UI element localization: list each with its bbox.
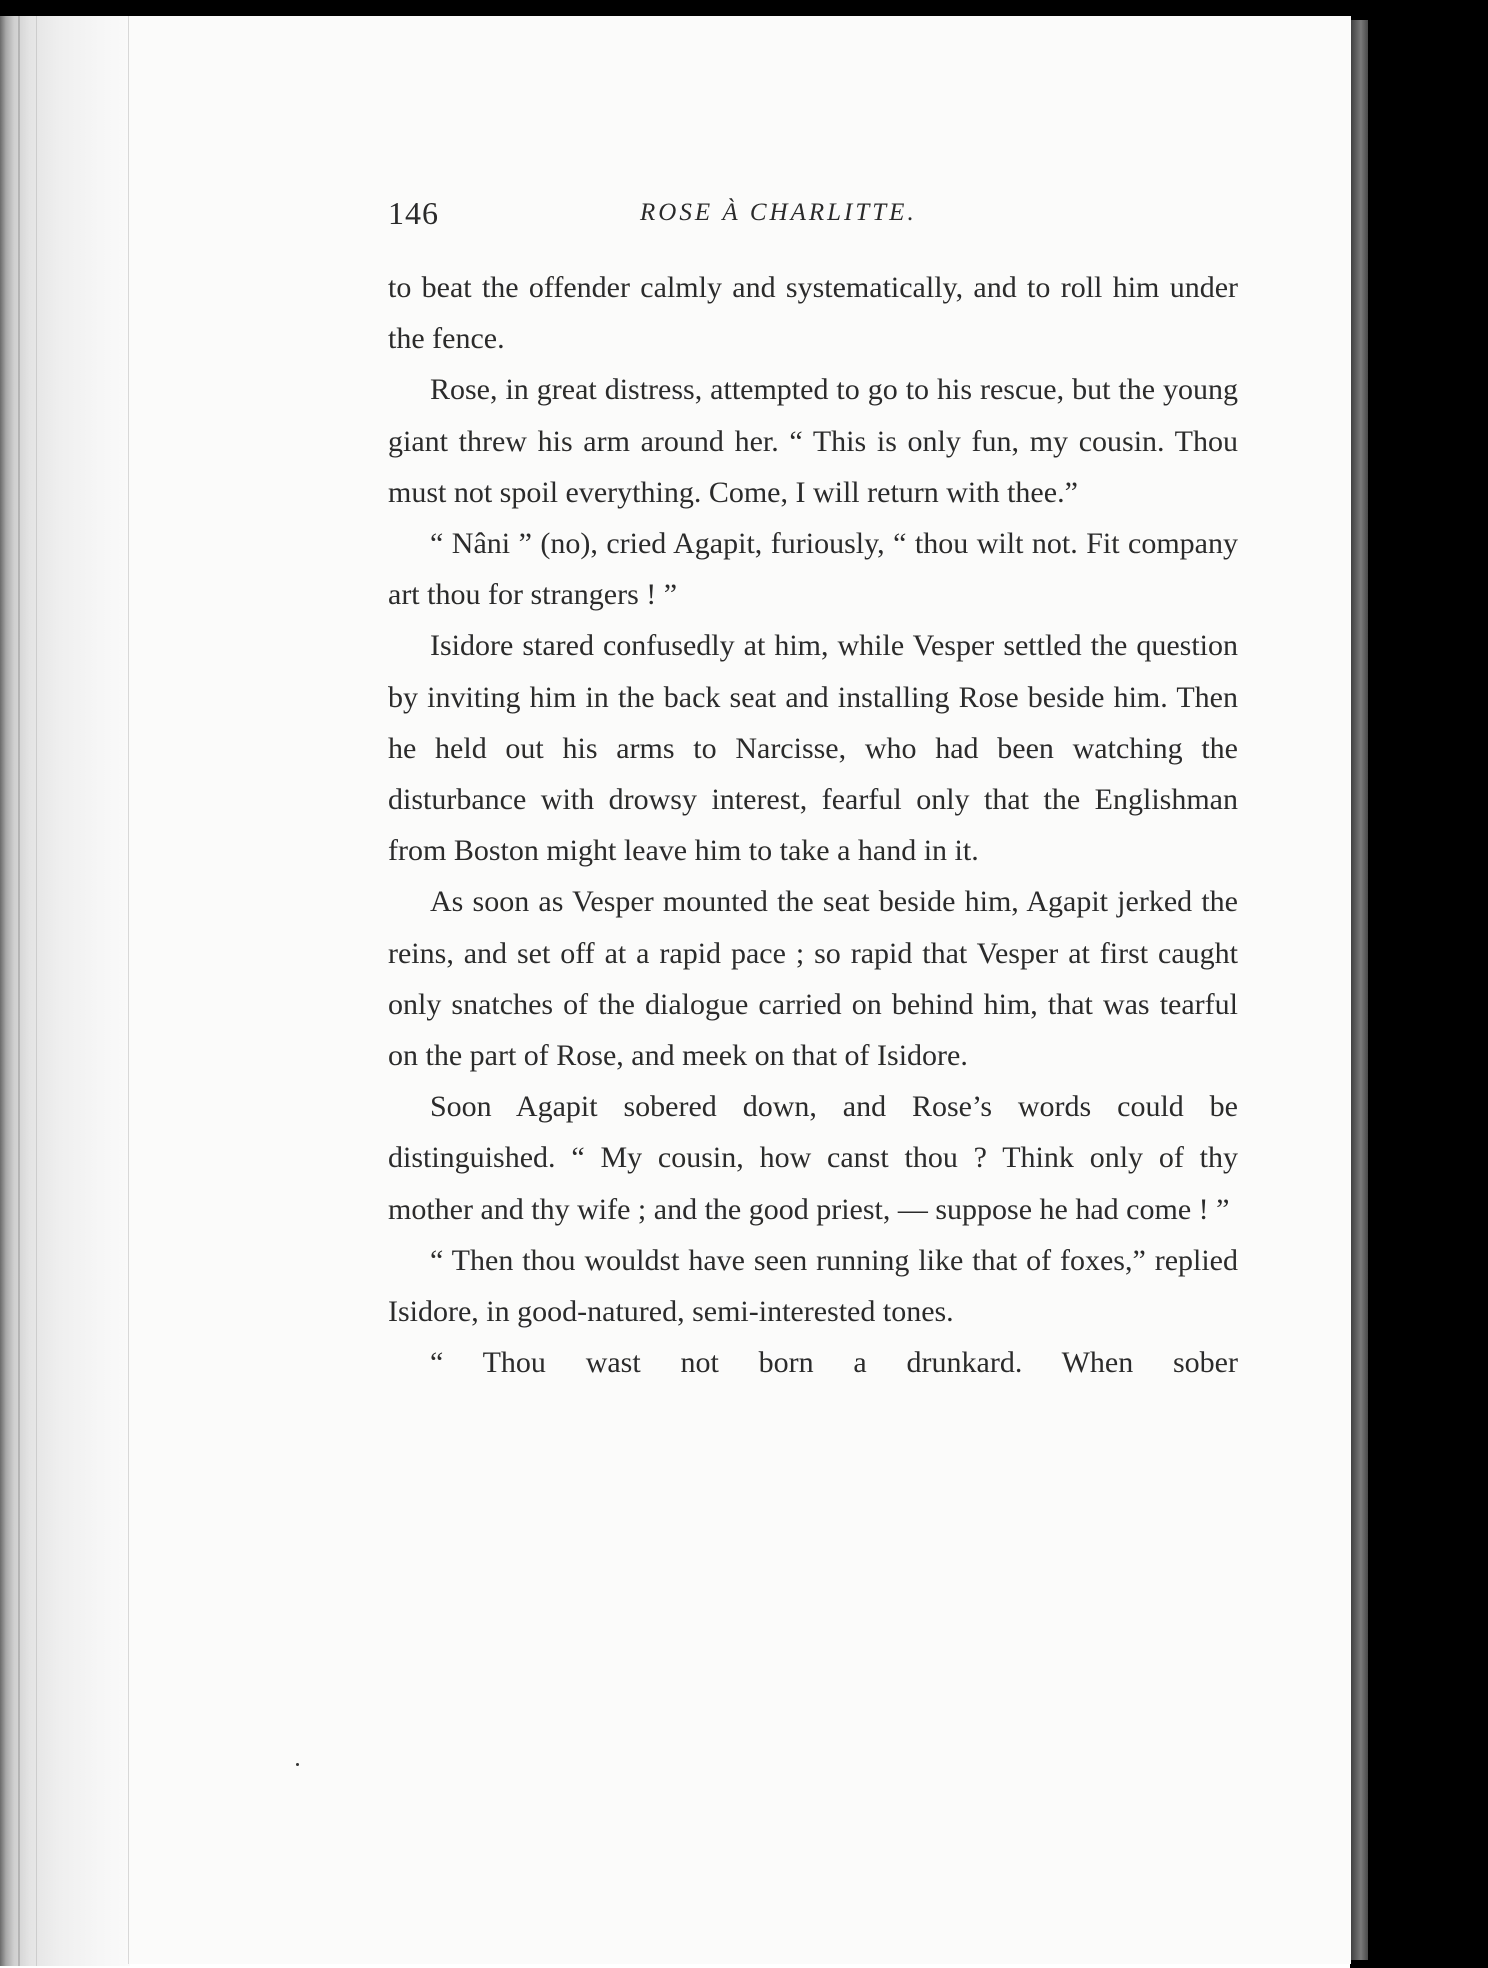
- page-header: [388, 195, 1238, 235]
- paragraph: As soon as Vesper mounted the seat beside him, Agapit jerked the reins, and set off at a rapid pace ; so rapid that Vesper at first caught only snatches of the dialogue carried on behind him, that was tearful on the part of Rose, and meek on that of Isidore.: [388, 885, 1238, 1073]
- scan-top-edge: [0, 0, 1488, 16]
- paragraph: Soon Agapit sobered down, and Rose’s words could be distinguished. “ My cousin, how canst thou ? Think only of thy mother and thy wife ; and the good priest, — suppose he had come ! ”: [388, 1090, 1238, 1226]
- paragraph: “ Nâni ” (no), cried Agapit, furiously, “ thou wilt not. Fit company art thou for strangers ! ”: [388, 527, 1238, 612]
- scan-right-edge: [1350, 0, 1488, 1968]
- scan-speck: [296, 1763, 299, 1766]
- paragraph-continues: “ Thou wast not born a drunkard. When sober: [430, 1346, 1238, 1380]
- running-head: ROSE À CHARLITTE.: [640, 199, 917, 226]
- paragraph: “ Then thou wouldst have seen running like that of foxes,” replied Isidore, in good-natured, semi-interested tones.: [388, 1243, 1238, 1329]
- paragraph-continued: to beat the offender calmly and systematically, and to roll him under the fence.: [388, 271, 1238, 356]
- page-stack-edges: [0, 16, 130, 1966]
- paragraph: Rose, in great distress, attempted to go to his rescue, but the young giant threw his arm around her. “ This is only fun, my cousin. Thou must not spoil everything. Come, I will return with thee.”: [388, 373, 1238, 509]
- page-number: 146: [388, 195, 439, 231]
- body-text: [388, 262, 1238, 1388]
- paragraph: Isidore stared confusedly at him, while Vesper settled the question by inviting him in the back seat and installing Rose beside him. Then he held out his arms to Narcisse, who had been watching the disturbance with drowsy interest, fearful only that the Englishman from Boston might leave him to take a hand in it.: [388, 629, 1238, 868]
- book-spine-edge: [1350, 20, 1368, 1960]
